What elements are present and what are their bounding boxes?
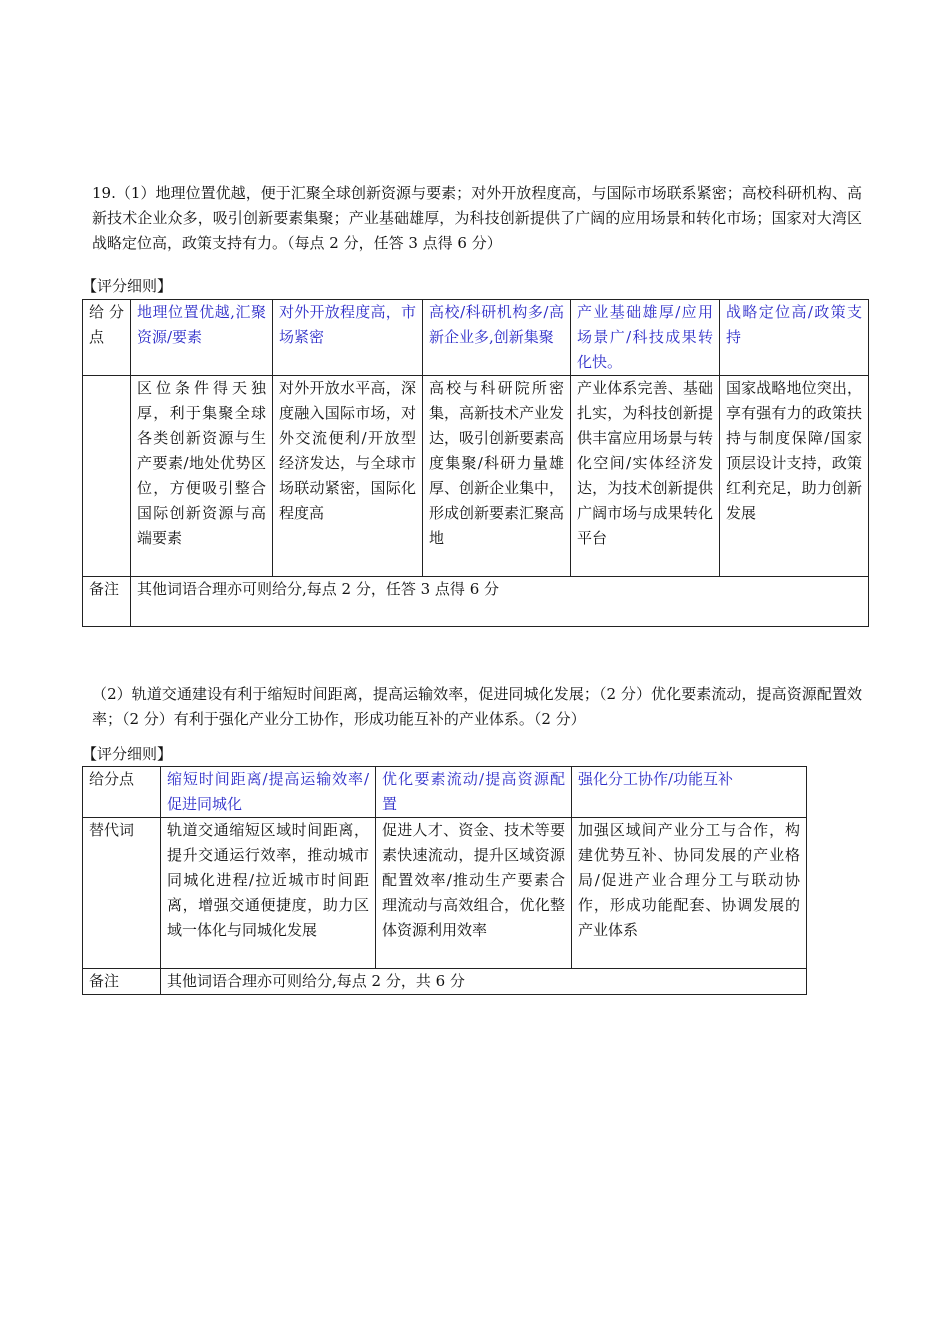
q2-note-row bbox=[83, 969, 807, 995]
q2-note-label: 备注 bbox=[83, 969, 161, 995]
q2-answer-paragraph: （2）轨道交通建设有利于缩短时间距离，提高运输效率，促进同城化发展；（2 分）优化要素流动，提高资源配置效率；（2 分）有利于强化产业分工协作，形成功能互补的产业体系。（2 分） bbox=[92, 685, 862, 728]
q1-point-4: 产业基础雄厚/应用场景广/科技成果转化快。 bbox=[571, 300, 720, 376]
q2-points-row bbox=[83, 767, 807, 818]
q2-alternatives-label: 替代词 bbox=[83, 818, 161, 969]
q2-point-2: 优化要素流动/提高资源配置 bbox=[376, 767, 572, 818]
q1-details-label bbox=[83, 376, 131, 577]
q2-detail-3: 加强区域间产业分工与合作，构建优势互补、协同发展的产业格局/促进产业合理分工与联动协作，形成功能配套、协调发展的产业体系 bbox=[572, 818, 807, 969]
q2-points-label: 给分点 bbox=[83, 767, 161, 818]
q1-answer-paragraph: 19.（1）地理位置优越，便于汇聚全球创新资源与要素；对外开放程度高，与国际市场联系紧密；高校科研机构、高新技术企业众多，吸引创新要素集聚；产业基础雄厚，为科技创新提供了广阔的应用场景和转化市场；国家对大湾区战略定位高，政策支持有力。（每点 2 分，任答 3 点得 6 分） bbox=[92, 184, 862, 252]
q2-detail-2: 促进人才、资金、技术等要素快速流动，提升区域资源配置效率/推动生产要素合理流动与高效组合，优化整体资源利用效率 bbox=[376, 818, 572, 969]
q2-point-3: 强化分工协作/功能互补 bbox=[572, 767, 807, 818]
q1-details-row bbox=[83, 376, 869, 577]
q2-alternatives-row bbox=[83, 818, 807, 969]
q1-detail-4: 产业体系完善、基础扎实，为科技创新提供丰富应用场景与转化空间/实体经济发达，为技术创新提供广阔市场与成果转化平台 bbox=[571, 376, 720, 577]
q1-points-label: 给分点 bbox=[83, 300, 131, 376]
q1-point-2: 对外开放程度高，市场紧密 bbox=[273, 300, 423, 376]
q2-point-1: 缩短时间距离/提高运输效率/促进同城化 bbox=[161, 767, 376, 818]
q1-point-1: 地理位置优越,汇聚资源/要素 bbox=[131, 300, 273, 376]
q1-note-row bbox=[83, 577, 869, 627]
q1-point-3: 高校/科研机构多/高新企业多,创新集聚 bbox=[423, 300, 571, 376]
q1-detail-5: 国家战略地位突出，享有强有力的政策扶持与制度保障/国家顶层设计支持，政策红利充足，助力创新发展 bbox=[720, 376, 869, 577]
q2-scoring-heading: 【评分细则】 bbox=[82, 745, 173, 763]
q1-points-row bbox=[83, 300, 869, 376]
q1-point-5: 战略定位高/政策支持 bbox=[720, 300, 869, 376]
q1-note-text: 其他词语合理亦可则给分,每点 2 分，任答 3 点得 6 分 bbox=[131, 577, 869, 627]
q1-detail-1: 区位条件得天独厚，利于集聚全球各类创新资源与生产要素/地处优势区位，方便吸引整合国际创新资源与高端要素 bbox=[131, 376, 273, 577]
q1-note-label: 备注 bbox=[83, 577, 131, 627]
q1-detail-2: 对外开放水平高，深度融入国际市场，对外交流便利/开放型经济发达，与全球市场联动紧密，国际化程度高 bbox=[273, 376, 423, 577]
q2-scoring-table bbox=[82, 766, 807, 995]
q1-detail-3: 高校与科研院所密集，高新技术产业发达，吸引创新要素高度集聚/科研力量雄厚、创新企业集中，形成创新要素汇聚高地 bbox=[423, 376, 571, 577]
q2-note-text: 其他词语合理亦可则给分,每点 2 分，共 6 分 bbox=[161, 969, 807, 995]
q1-scoring-heading: 【评分细则】 bbox=[82, 277, 173, 295]
q2-detail-1: 轨道交通缩短区域时间距离，提升交通运行效率，推动城市同城化进程/拉近城市时间距离，增强交通便捷度，助力区域一体化与同城化发展 bbox=[161, 818, 376, 969]
q1-scoring-table bbox=[82, 299, 869, 627]
